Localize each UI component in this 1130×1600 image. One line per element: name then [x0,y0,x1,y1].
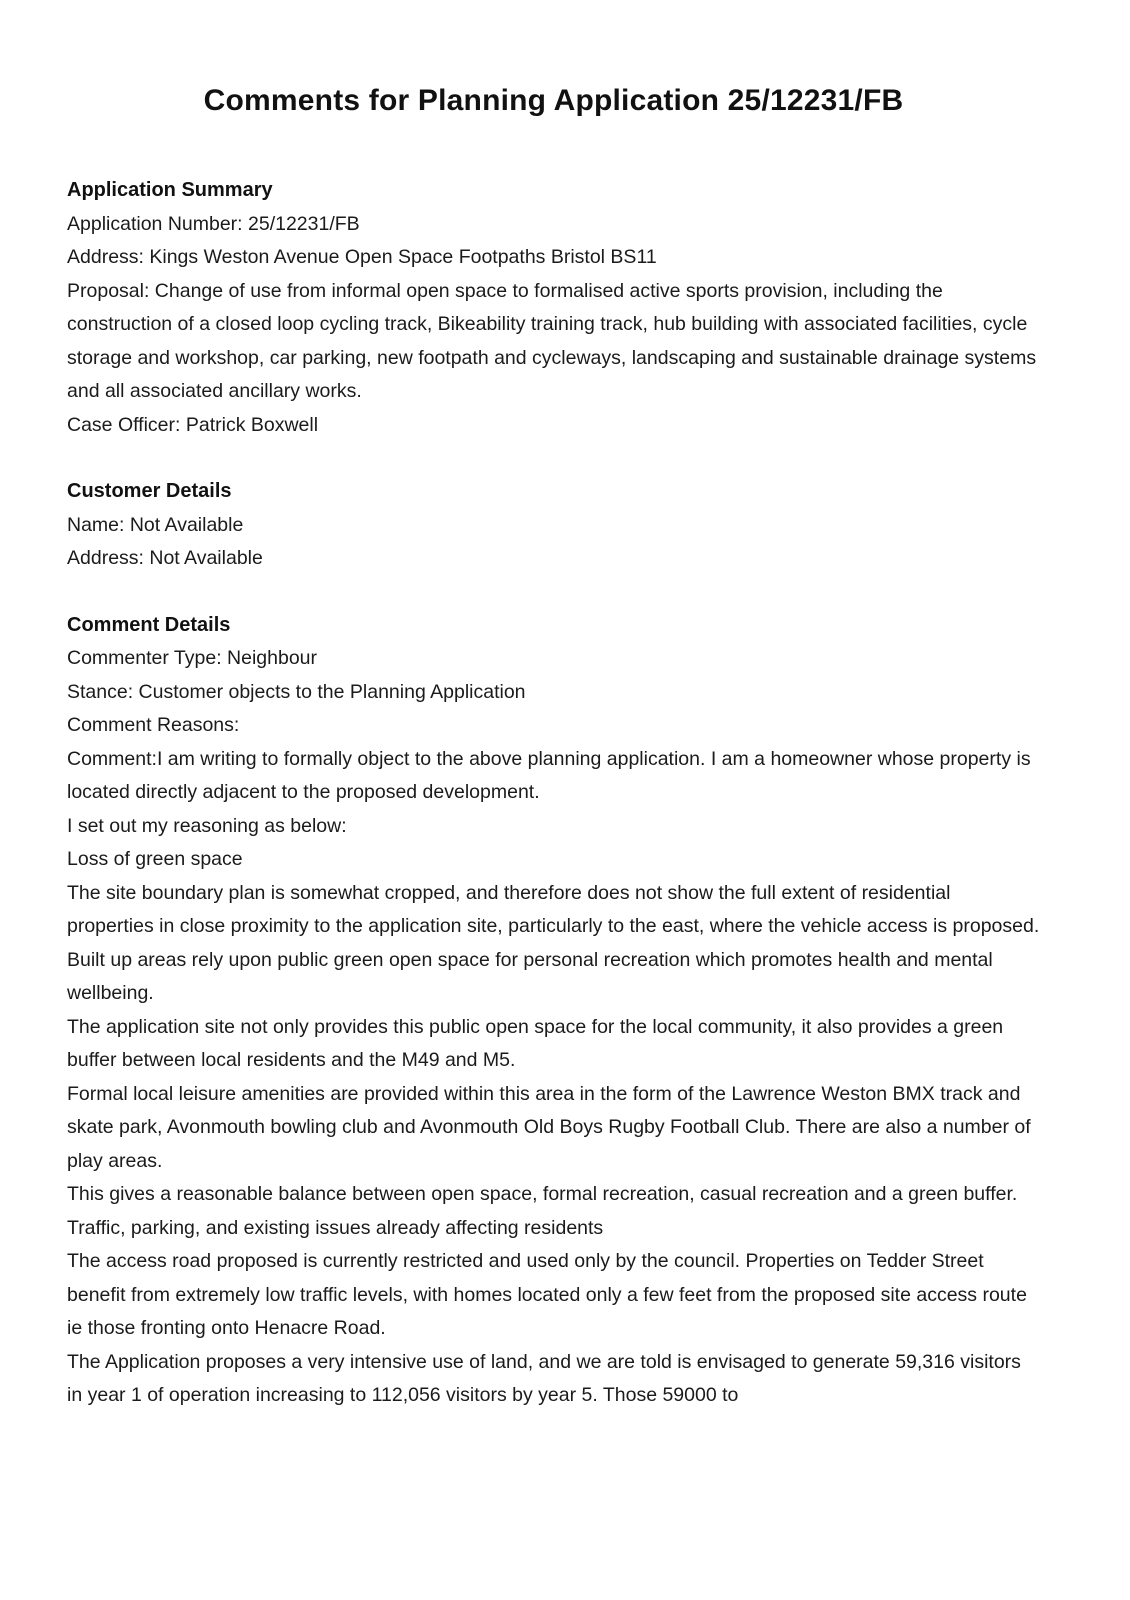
section-heading: Application Summary [67,179,273,201]
page-title: Comments for Planning Application 25/12231/FB [203,84,904,117]
paragraph: The application site not only provides this public open space for the local community, it also provides a green buffer between local residents and the M49 and M5. [67,1015,1004,1071]
paragraph: I set out my reasoning as below: [67,814,347,837]
paragraph: The site boundary plan is somewhat cropped, and therefore does not show the full extent of residential properties in close proximity to the application site, particularly to the east, where the vehicle access is proposed. [67,881,1040,937]
paragraph: This gives a reasonable balance between open space, formal recreation, casual recreation and a green buffer. [67,1183,1018,1205]
paragraph: Traffic, parking, and existing issues already affecting residents [67,1216,604,1239]
paragraph: Formal local leisure amenities are provided within this area in the form of the Lawrence Weston BMX track and skate park, Avonmouth bowling club and Avonmouth Old Boys Rugby Football Club. There are also a number of play areas. [67,1082,1031,1172]
paragraph: Comment Reasons: [67,714,240,736]
paragraph: Address: Kings Weston Avenue Open Space Footpaths Bristol BS11 [67,246,657,268]
paragraph: Name: Not Available [67,513,244,536]
paragraph: The Application proposes a very intensive use of land, and we are told is envisaged to generate 59,316 visitors in year 1 of operation increasing to 112,056 visitors by year 5. Those 59000 to [67,1350,1021,1406]
document-section [67,609,1040,1413]
paragraph: Application Number: 25/12231/FB [67,212,360,235]
paragraph: Comment:I am writing to formally object to the above planning application. I am a homeowner whose property is located directly adjacent to the proposed development. [67,747,1031,803]
section-heading: Comment Details [67,613,231,636]
document-section [67,174,1040,442]
paragraph: Address: Not Available [67,547,263,569]
paragraph: Proposal: Change of use from informal open space to formalised active sports provision, including the construction of a closed loop cycling track, Bikeability training track, hub building with associated facilities, cycle storage and workshop, car parking, new footpath and cycleways, landscaping and sustainable drainage systems and all associated ancillary works. [67,279,1037,402]
paragraph: Stance: Customer objects to the Planning Application [67,680,526,703]
document-section [67,475,1040,576]
sections [67,174,1040,1413]
paragraph: The access road proposed is currently restricted and used only by the council. Properties on Tedder Street benefit from extremely low traffic levels, with homes located only a few feet from the proposed site access route ie those fronting onto Henacre Road. [67,1250,1027,1339]
paragraph: Commenter Type: Neighbour [67,647,318,669]
paragraph: Case Officer: Patrick Boxwell [67,413,319,436]
paragraph: Built up areas rely upon public green open space for personal recreation which promotes health and mental wellbeing. [67,948,993,1004]
paragraph: Loss of green space [67,848,243,870]
section-heading: Customer Details [67,480,232,502]
